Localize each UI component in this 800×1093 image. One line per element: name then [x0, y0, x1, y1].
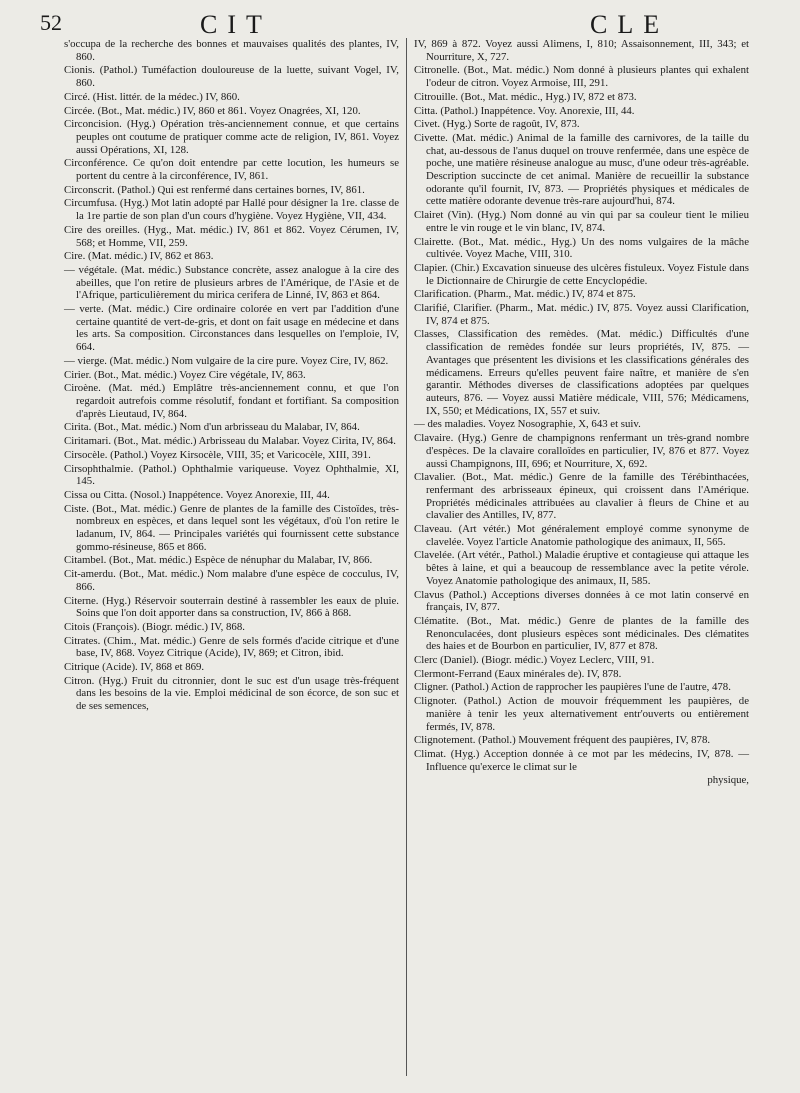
index-entry: Clapier. (Chir.) Excavation sinueuse des ulcères fistuleux. Voyez Fistule dans le Dictionnaire de Chirurgie de cette Encyclopédie.	[414, 261, 749, 287]
left-guide-word: CIT	[200, 10, 272, 39]
index-entry: Cirsophthalmie. (Pathol.) Ophthalmie variqueuse. Voyez Ophthalmie, XI, 145.	[64, 462, 399, 488]
index-entry: Clairet (Vin). (Hyg.) Nom donné au vin qui par sa couleur tient le milieu entre le vin rouge et le vin blanc, IV, 874.	[414, 209, 749, 234]
index-entry: Cirsocèle. (Pathol.) Voyez Kirsocèle, VIII, 35; et Varicocèle, XIII, 391.	[64, 448, 371, 461]
index-entry: Clavus (Pathol.) Acceptions diverses données à ce mot latin conservé en français, IV, 877.	[414, 588, 749, 614]
index-entry: Citerne. (Hyg.) Réservoir souterrain destiné à rassembler les eaux de pluie. Soins que l'on doit apporter dans sa construction, IV, 866 à 868.	[64, 594, 399, 620]
index-entry: Claveau. (Art vétér.) Mot généralement employé comme synonyme de clavelée. Voyez l'article Anatomie pathologique des animaux, II, 565.	[414, 523, 749, 548]
index-entry: Circonscrit. (Pathol.) Qui est renfermé dans certaines bornes, IV, 861.	[64, 183, 365, 196]
index-entry: Clavelée. (Art vétér., Pathol.) Maladie éruptive et contagieuse qui attaque les bêtes à laine, et qui a beaucoup de ressemblance avec la petite vérole. Voyez Anatomie pathologique des animaux, II, 585.	[414, 549, 749, 587]
index-entry: Cirita. (Bot., Mat. médic.) Nom d'un arbrisseau du Malabar, IV, 864.	[64, 421, 360, 434]
right-guide-word: CLE	[590, 10, 670, 39]
catchword: physique,	[707, 774, 749, 787]
index-entry: Clarification. (Pharm., Mat. médic.) IV, 874 et 875.	[414, 288, 636, 301]
index-entry: Citrates. (Chim., Mat. médic.) Genre de sels formés d'acide citrique et d'une base, IV, 868. Voyez Citrique (Acide), IV, 869; et Citron, ibid.	[64, 634, 399, 660]
index-entry: Cligner. (Pathol.) Action de rapprocher les paupières l'une de l'autre, 478.	[414, 681, 731, 694]
index-entry: Classes, Classification des remèdes. (Mat. médic.) Difficultés d'une classification de remèdes fondée sur leurs propriétés, IV, 875. — Avantages que présentent les divisions et les classifications générales des médicamens. Erreurs qu'elles peuvent faire naître, et manière de s'en garantir. Méthodes diverses de classifications adoptées par quelques auteurs, 876. — Voyez aussi Matière médicale, VIII, 576; Médicamens, IX, 550; et Médications, IX, 557 et suiv.	[414, 328, 749, 417]
index-entry: — vierge. (Mat. médic.) Nom vulgaire de la cire pure. Voyez Cire, IV, 862.	[64, 354, 389, 367]
index-entry: Circé. (Hist. littér. de la médec.) IV, 860.	[64, 90, 240, 103]
index-entry: Civet. (Hyg.) Sorte de ragoût, IV, 873.	[414, 118, 580, 131]
index-entry: IV, 869 à 872. Voyez aussi Alimens, I, 810; Assaisonnement, III, 343; et Nourriture, X, 727.	[414, 38, 749, 63]
index-entry: Circonférence. Ce qu'on doit entendre par cette locution, les humeurs se portent du centre à la circonférence, IV, 861.	[64, 157, 399, 183]
index-entry: Citrique (Acide). IV, 868 et 869.	[64, 661, 205, 674]
index-entry: Citois (François). (Biogr. médic.) IV, 868.	[64, 620, 245, 633]
index-entry: Citrouille. (Bot., Mat. médic., Hyg.) IV, 872 et 873.	[414, 90, 637, 103]
index-entry: Citron. (Hyg.) Fruit du citronnier, dont le suc est d'un usage très-fréquent dans les besoins de la vie. Emploi médicinal de son écorce, de son suc et de ses semences,	[64, 674, 399, 713]
index-entry: Clignoter. (Pathol.) Action de mouvoir fréquemment les paupières, de manière à tenir les yeux alternativement entr'ouverts ou entièrement fermés, IV, 878.	[414, 695, 749, 733]
index-entry: Citronelle. (Bot., Mat. médic.) Nom donné à plusieurs plantes qui exhalent l'odeur de citron. Voyez Armoise, III, 291.	[414, 64, 749, 90]
index-entry: Ciroène. (Mat. méd.) Emplâtre très-anciennement connu, et que l'on regardoit autrefois comme résolutif, fondant et fortifiant. Sa composition d'après Lieutaud, IV, 864.	[64, 382, 399, 420]
index-entry: Circée. (Bot., Mat. médic.) IV, 860 et 861. Voyez Onagrées, XI, 120.	[64, 104, 361, 117]
index-entry: Ciste. (Bot., Mat. médic.) Genre de plantes de la famille des Cistoïdes, très-nombreux en espèces, et dans lequel sont les végétaux, d'où l'on retire le ladanum, IV, 864. — Principales variétés qui fournissent cette substance gommo-résineuse, 865 et 866.	[64, 502, 399, 553]
index-entry: s'occupa de la recherche des bonnes et mauvaises qualités des plantes, IV, 860.	[64, 38, 399, 63]
index-entry: Cire des oreilles. (Hyg., Mat. médic.) IV, 861 et 862. Voyez Cérumen, IV, 568; et Homme, VII, 259.	[64, 223, 399, 249]
index-entry: Clerc (Daniel). (Biogr. médic.) Voyez Leclerc, VIII, 91.	[414, 654, 655, 667]
index-entry: Cire. (Mat. médic.) IV, 862 et 863.	[64, 250, 214, 263]
running-header	[40, 10, 770, 40]
index-entry: Climat. (Hyg.) Acception donnée à ce mot par les médecins, IV, 878. — Influence qu'exerce le climat sur le	[414, 747, 749, 773]
index-entry: Civette. (Mat. médic.) Animal de la famille des carnivores, de la taille du chat, au-dessous de l'anus duquel on trouve renfermée, dans une espèce de poche, une matière résineuse analogue au musc, d'une odeur très-agréable. Description succincte de cet animal. Manière de recueillir la substance odorante qu'il fournit, IV, 873. — Propriétés physiques et médicales de cette matière odorante devenue très-rare aujourd'hui, 874.	[414, 131, 749, 208]
index-entry: — des maladies. Voyez Nosographie, X, 643 et suiv.	[414, 418, 641, 431]
left-column	[64, 38, 399, 714]
index-entry: Cit-amerdu. (Bot., Mat. médic.) Nom malabre d'une espèce de cocculus, IV, 866.	[64, 568, 399, 593]
index-entry: Clignotement. (Pathol.) Mouvement fréquent des paupières, IV, 878.	[414, 734, 711, 747]
index-entry: Clavaire. (Hyg.) Genre de champignons renfermant un très-grand nombre d'espèces. De la clavaire coralloïdes en particulier, IV, 876 et 877. Voyez aussi Champignons, III, 696; et Nourriture, X, 692.	[414, 432, 749, 470]
index-entry: Cirier. (Bot., Mat. médic.) Voyez Cire végétale, IV, 863.	[64, 368, 306, 381]
index-entry: Clermont-Ferrand (Eaux minérales de). IV, 878.	[414, 667, 622, 680]
index-entry: Clématite. (Bot., Mat. médic.) Genre de plantes de la famille des Renonculacées, dont plusieurs espèces sont médicinales. Des clématites des haies et de Bourbon en particulier, IV, 877 et 878.	[414, 614, 749, 653]
index-entry: Clarifié, Clarifier. (Pharm., Mat. médic.) IV, 875. Voyez aussi Clarification, IV, 874 et 875.	[414, 302, 749, 327]
page-number: 52	[40, 10, 62, 35]
index-entry: Circoncision. (Hyg.) Opération très-anciennement connue, et que certains peuples ont coutume de pratiquer comme acte de religion, IV, 861. Voyez aussi Opérations, XI, 128.	[64, 118, 399, 156]
right-column	[414, 38, 749, 787]
index-entry: — verte. (Mat. médic.) Cire ordinaire colorée en vert par l'addition d'une certaine quantité de vert-de-gris, et dont on fait usage en médecine et dans les arts. Sa composition. Circonstances dans lesquelles on l'emploie, IV, 664.	[64, 303, 399, 354]
index-entry: Citambel. (Bot., Mat. médic.) Espèce de nénuphar du Malabar, IV, 866.	[64, 554, 373, 567]
column-divider	[406, 38, 407, 1076]
index-entry: — végétale. (Mat. médic.) Substance concrète, assez analogue à la cire des abeilles, que l'on retire de plusieurs arbres de l'Amérique, de l'Asie et de l'Afrique, particulièrement du mirica cerifera de Linné, IV, 863 et 864.	[64, 263, 399, 302]
index-entry: Clairette. (Bot., Mat. médic., Hyg.) Un des noms vulgaires de la mâche cultivée. Voyez Mache, VIII, 310.	[414, 235, 749, 261]
index-entry: Cissa ou Citta. (Nosol.) Inappétence. Voyez Anorexie, III, 44.	[64, 488, 330, 501]
index-entry: Clavalier. (Bot., Mat. médic.) Genre de la famille des Térébinthacées, renfermant des arbrisseaux épineux, qui croissent dans l'Amérique. Propriétés médicinales attribuées au clavalier à fleurs de Chine et au clavalier des Antilles, IV, 877.	[414, 471, 749, 522]
index-entry: Ciritamari. (Bot., Mat. médic.) Arbrisseau du Malabar. Voyez Cirita, IV, 864.	[64, 435, 396, 448]
index-entry: Cionis. (Pathol.) Tuméfaction douloureuse de la luette, suivant Vogel, IV, 860.	[64, 64, 399, 90]
index-entry: Circumfusa. (Hyg.) Mot latin adopté par Hallé pour désigner la 1re. classe de la 1re partie de son plan d'un cours d'hygiène. Voyez Hygiène, VII, 434.	[64, 197, 399, 223]
index-entry: Citta. (Pathol.) Inappétence. Voy. Anorexie, III, 44.	[414, 104, 635, 117]
